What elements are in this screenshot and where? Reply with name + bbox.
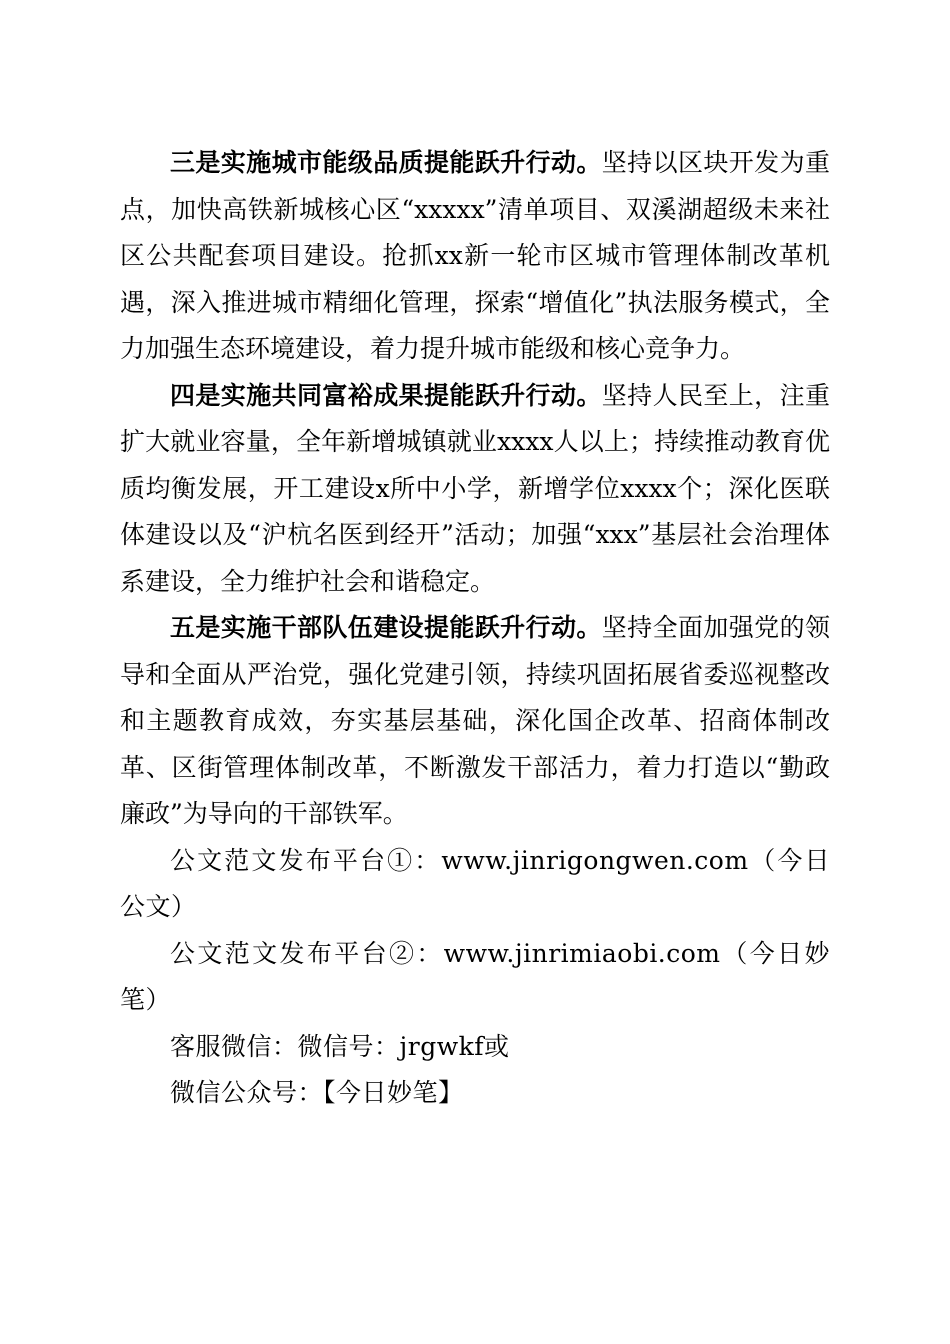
customer-service-line: 客服微信：微信号：jrgwkf或 (170, 1031, 510, 1061)
paragraph-cadre-team (120, 605, 830, 838)
paragraph-body: 坚持人民至上，注重扩大就业容量，全年新增城镇就业xxxx人以上；持续推动教育优质均衡发展，开工建设x所中小学，新增学位xxxx个；深化医联体建设以及“沪杭名医到经开”活动；加强“xxx”基层社会治理体系建设，全力维护社会和谐稳定。 (120, 380, 830, 596)
official-account-line: 微信公众号：【今日妙笔】 (170, 1078, 464, 1107)
footer-info (120, 838, 830, 1117)
document-page (120, 140, 830, 1117)
platform-2-line: 公文范文发布平台②：www.jinrimiaobi.com（今日妙笔） (120, 938, 830, 1014)
paragraph-lead: 四是实施共同富裕成果提能跃升行动。 (170, 380, 602, 410)
paragraph-lead: 五是实施干部队伍建设提能跃升行动。 (170, 613, 602, 642)
paragraph-common-prosperity (120, 373, 830, 606)
paragraph-city-level (120, 140, 830, 373)
paragraph-body: 坚持以区块开发为重点，加快高铁新城核心区“xxxxx”清单项目、双溪湖超级未来社区公共配套项目建设。抢抓xx新一轮市区城市管理体制改革机遇，深入推进城市精细化管理，探索“增值化”执法服务模式，全力加强生态环境建设，着力提升城市能级和核心竞争力。 (120, 148, 830, 363)
platform-1-line: 公文范文发布平台①：www.jinrigongwen.com（今日公文） (120, 845, 830, 921)
paragraph-body: 坚持全面加强党的领导和全面从严治党，强化党建引领，持续巩固拓展省委巡视整改和主题教育成效，夯实基层基础，深化国企改革、招商体制改革、区街管理体制改革，不断激发干部活力，着力打造以“勤政廉政”为导向的干部铁军。 (120, 613, 830, 828)
paragraph-lead: 三是实施城市能级品质提能跃升行动。 (170, 148, 602, 177)
